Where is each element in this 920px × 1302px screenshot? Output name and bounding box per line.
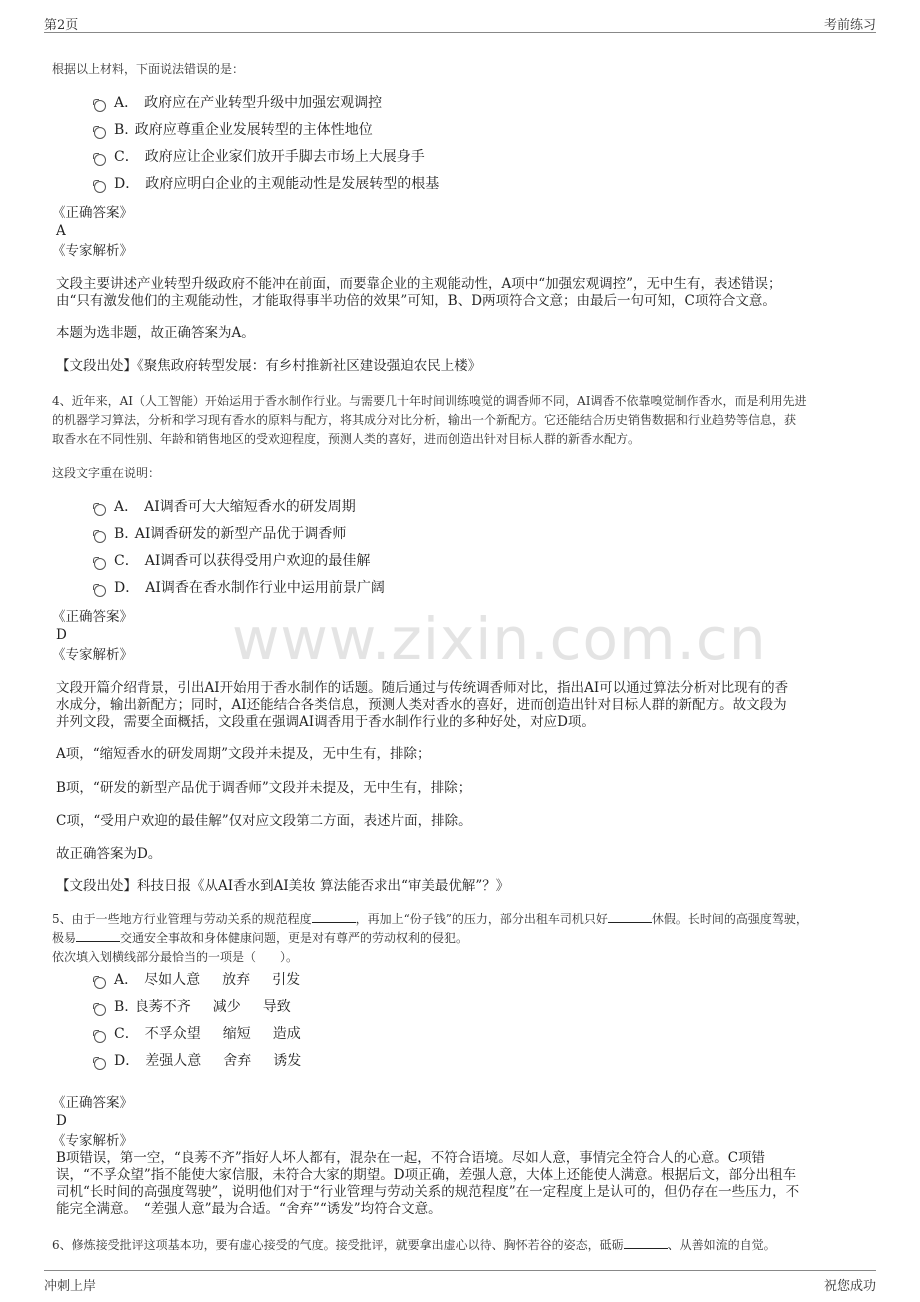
q3-source: 【文段出处】《聚焦政府转型发展：有乡村推新社区建设强迫农民上楼》 <box>56 358 482 374</box>
q3-prompt: 根据以上材料，下面说法错误的是： <box>52 62 245 76</box>
watermark: www.zixin.com.cn <box>232 605 767 673</box>
radio-icon[interactable] <box>94 504 106 516</box>
q5-option-a[interactable]: A． 尽如人意 放弃 引发 <box>94 970 300 990</box>
q4-answer: D <box>56 627 67 643</box>
blank-1 <box>624 1236 668 1249</box>
blank-2 <box>608 910 652 923</box>
q4-answer-label: 《正确答案》 <box>52 609 133 625</box>
radio-icon[interactable] <box>94 181 106 193</box>
q3-option-d[interactable]: D． 政府应明白企业的主观能动性是发展转型的根基 <box>94 174 439 194</box>
q3-option-c[interactable]: C． 政府应让企业家们放开手脚去市场上大展身手 <box>94 147 425 167</box>
q3-conclusion: 本题为选非题，故正确答案为A。 <box>56 325 255 341</box>
q5-option-d[interactable]: D． 差强人意 舍弃 诱发 <box>94 1051 301 1071</box>
radio-icon[interactable] <box>94 977 106 989</box>
q4-prompt: 这段文字重在说明： <box>52 466 161 480</box>
q4-option-b[interactable]: B. AI调香研发的新型产品优于调香师 <box>94 524 346 544</box>
q4-stem: 4、近年来，AI（人工智能）开始运用于香水制作行业。与需要几十年时间训练嗅觉的调香师不同，AI调香不依靠嗅觉制作香水，而是利用先进 的机器学习算法，分析和学习现有香水的原料与配方，将其成分对比分析，输出一个新配方。它还能结合历史销售数据和行业趋势等信息，获 取香水在不同性别、年龄和销售地区的受欢迎程度，预测人类的喜好，进而创造出针对目标人群的新香水配方。 <box>52 394 807 446</box>
radio-icon[interactable] <box>94 1004 106 1016</box>
q4-item-b: B项，“研发的新型产品优于调香师”文段并未提及，无中生有，排除； <box>56 780 472 796</box>
page-header <box>44 14 876 33</box>
radio-icon[interactable] <box>94 154 106 166</box>
q5-answer-label: 《正确答案》 <box>52 1095 133 1111</box>
footer-left: 冲刺上岸 <box>44 1279 97 1294</box>
q6-stem: 6、修炼接受批评这项基本功，要有虚心接受的气度。接受批评，就要拿出虚心以待、胸怀若谷的姿态，砥砺 、从善如流的自觉。 <box>52 1238 776 1252</box>
blank-1 <box>312 910 356 923</box>
footer-right: 祝您成功 <box>823 1279 876 1294</box>
q3-answer: A <box>56 223 66 239</box>
q3-analysis: 文段主要讲述产业转型升级政府不能冲在前面，而要靠企业的主观能动性，A项中“加强宏观调控”，无中生有，表述错误； 由“只有激发他们的主观能动性，才能取得事半功倍的效果”可知，B、D两项符合文意；由最后一句可知，C项符合文意。 <box>56 276 782 309</box>
q3-analysis-label: 《专家解析》 <box>52 243 133 259</box>
q5-analysis-label: 《专家解析》 <box>52 1133 133 1149</box>
page-number: 第2页 <box>44 18 79 33</box>
radio-icon[interactable] <box>94 100 106 112</box>
radio-icon[interactable] <box>94 1058 106 1070</box>
q4-option-d[interactable]: D． AI调香在香水制作行业中运用前景广阔 <box>94 578 385 598</box>
q4-analysis-label: 《专家解析》 <box>52 647 133 663</box>
header-title: 考前练习 <box>823 18 876 33</box>
page-footer <box>44 1270 876 1294</box>
radio-icon[interactable] <box>94 558 106 570</box>
q3-option-a[interactable]: A． 政府应在产业转型升级中加强宏观调控 <box>94 93 382 113</box>
q4-item-c: C项，“受用户欢迎的最佳解”仅对应文段第二方面，表述片面，排除。 <box>56 813 472 829</box>
q4-option-a[interactable]: A． AI调香可大大缩短香水的研发周期 <box>94 497 356 517</box>
q5-stem: 5、由于一些地方行业管理与劳动关系的规范程度 ，再加上“份子钱”的压力，部分出租车司机只好 休假。长时间的高强度驾驶， 极易 交通安全事故和身体健康问题，更是对有尊严的劳动权利的侵犯。 依次填入划横线部分最恰当的一项是（ ）。 <box>52 912 808 964</box>
q4-analysis: 文段开篇介绍背景，引出AI开始用于香水制作的话题。随后通过与传统调香师对比，指出AI可以通过算法分析对比现有的香 水成分，输出新配方；同时，AI还能结合各类信息，预测人类对香水的喜好，进而创造出针对目标人群的新配方。故文段为 并列文段，需要全面概括，文段重在强调AI调香用于香水制作行业的多种好处，对应D项。 <box>56 680 789 730</box>
radio-icon[interactable] <box>94 531 106 543</box>
q3-option-b[interactable]: B. 政府应尊重企业发展转型的主体性地位 <box>94 120 373 140</box>
blank-3 <box>76 929 120 942</box>
q5-answer: D <box>56 1113 67 1129</box>
q5-option-b[interactable]: B. 良莠不齐 减少 导致 <box>94 997 291 1017</box>
radio-icon[interactable] <box>94 585 106 597</box>
q4-source: 【文段出处】科技日报《从AI香水到AI美妆 算法能否求出“审美最优解”？》 <box>56 878 510 894</box>
q4-item-a: A项，“缩短香水的研发周期”文段并未提及，无中生有，排除； <box>56 746 431 762</box>
radio-icon[interactable] <box>94 1031 106 1043</box>
q4-conclusion: 故正确答案为D。 <box>56 846 162 862</box>
q3-answer-label: 《正确答案》 <box>52 205 133 221</box>
q5-analysis: B项错误，第一空，“良莠不齐”指好人坏人都有，混杂在一起，不符合语境。尽如人意，事情完全符合人的心意。C项错 误，“不孚众望”指不能使大家信服，未符合大家的期望。D项正确，差强人意，大体上还能使人满意。根据后文，部分出租车 司机“长时间的高强度驾驶”，说明他们对于“行业管理与劳动关系的规范程度”在一定程度上是认可的，但仍存在一些压力，不 能完全满意。 “差强人意”最为合适。“舍弃”“诱发”均符合文意。 <box>56 1150 800 1217</box>
q4-option-c[interactable]: C． AI调香可以获得受用户欢迎的最佳解 <box>94 551 370 571</box>
q5-option-c[interactable]: C． 不孚众望 缩短 造成 <box>94 1024 301 1044</box>
radio-icon[interactable] <box>94 127 106 139</box>
